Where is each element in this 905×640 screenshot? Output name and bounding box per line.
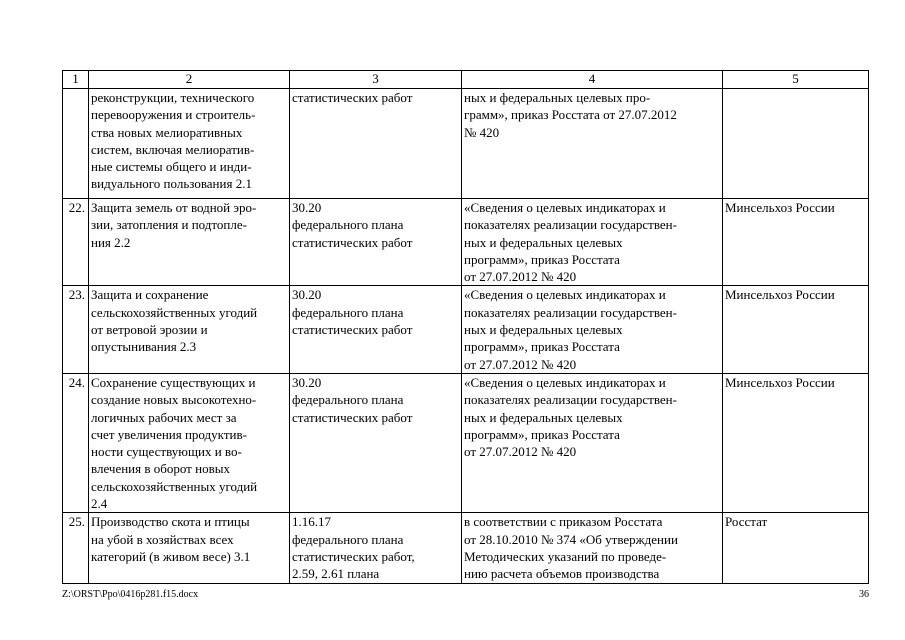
column-header-4: 4 [462,71,723,89]
source-form-cell [462,89,723,199]
source-form-cell [462,286,723,373]
footer-page-number: 36 [859,589,869,600]
indicator-name-cell [89,199,290,286]
cell-text-line: от 28.10.2010 № 374 «Об утверждении [464,531,678,547]
cell-text-line: 30.20 [292,374,322,390]
cell-text-line: программ», приказ Росстата [464,339,620,355]
cell-text-line: Минсельхоз России [725,287,835,303]
responsible-agency-cell [723,513,869,584]
header-row [63,71,869,89]
table-row [63,89,869,199]
cell-text-line: зии, затопления и подтопле- [91,217,247,233]
cell-text-line: грамм», приказ Росстата от 27.07.2012 [464,107,677,123]
cell-text-line: от 27.07.2012 № 420 [464,269,577,285]
cell-text-line: нию расчета объемов производства [464,566,660,582]
cell-text-line: сельскохозяйственных угодий [91,304,258,320]
cell-text-line: «Сведения о целевых индикаторах и [464,374,666,390]
cell-text-line: от 27.07.2012 № 420 [464,444,577,460]
table-row [63,199,869,286]
cell-text-line: ных и федеральных целевых [464,409,623,425]
cell-text-line: программ», приказ Росстата [464,251,620,267]
source-form-cell [462,513,723,584]
source-form-cell [462,199,723,286]
cell-text-line: 30.20 [292,200,322,215]
cell-text-line: от ветровой эрозии и [91,322,208,338]
cell-text-line: счет увеличения продуктив- [91,426,247,442]
row-number-cell: 23. [63,286,89,373]
row-number-cell: 24. [63,373,89,512]
cell-text-line: № 420 [464,124,500,140]
column-header-5: 5 [723,71,869,89]
cell-text-line: ных и федеральных целевых про- [464,90,651,105]
cell-text-line: логичных рабочих мест за [91,409,237,425]
cell-text-line: «Сведения о целевых индикаторах и [464,200,666,215]
table-row [63,373,869,512]
column-header-3: 3 [290,71,462,89]
cell-text-line: от 27.07.2012 № 420 [464,356,577,372]
cell-text-line: ности существующих и во- [91,444,242,460]
cell-text-line: статистических работ [292,409,413,425]
indicator-name-cell [89,373,290,512]
cell-text-line: показателях реализации государствен- [464,304,677,320]
responsible-agency-cell [723,89,869,199]
cell-text-line: видуального пользования 2.1 [91,176,252,192]
cell-text-line: ства новых мелиоративных [91,124,243,140]
work-plan-cell [290,89,462,199]
cell-text-line: опустынивания 2.3 [91,339,197,355]
indicator-name-cell [89,286,290,373]
cell-text-line: Минсельхоз России [725,374,835,390]
document-table [62,70,869,584]
responsible-agency-cell [723,373,869,512]
cell-text-line: федерального плана [292,531,404,547]
responsible-agency-cell [723,199,869,286]
indicator-name-cell [89,513,290,584]
column-header-2: 2 [89,71,290,89]
cell-text-line: ные системы общего и инди- [91,159,252,175]
cell-text-line: влечения в оборот новых [91,461,230,477]
cell-text-line: Методических указаний по проведе- [464,548,667,564]
table-row [63,513,869,584]
cell-text-line: показателях реализации государствен- [464,392,677,408]
cell-text-line: Минсельхоз России [725,200,835,215]
cell-text-line: категорий (в живом весе) 3.1 [91,548,251,564]
cell-text-line: 2.4 [91,496,108,512]
cell-text-line: сельскохозяйственных угодий [91,478,258,494]
row-number-cell: 22. [63,199,89,286]
cell-text-line: Защита земель от водной эро- [91,200,257,215]
row-number-cell: 25. [63,513,89,584]
cell-text-line: статистических работ [292,234,413,250]
cell-text-line: программ», приказ Росстата [464,426,620,442]
indicator-name-cell [89,89,290,199]
work-plan-cell [290,286,462,373]
cell-text-line: статистических работ, [292,548,415,564]
cell-text-line: систем, включая мелиоратив- [91,141,255,157]
cell-text-line: ных и федеральных целевых [464,322,623,338]
column-header-1: 1 [63,71,89,89]
table-row [63,286,869,373]
cell-text-line: Защита и сохранение [91,287,209,303]
cell-text-line: статистических работ [292,322,413,338]
cell-text-line: на убой в хозяйствах всех [91,531,234,547]
cell-text-line: федерального плана [292,304,404,320]
cell-text-line: Сохранение существующих и [91,374,256,390]
cell-text-line: федерального плана [292,217,404,233]
cell-text-line: 1.16.17 [292,514,331,530]
cell-text-line: перевооружения и строитель- [91,107,256,123]
cell-text-line: реконструкции, технического [91,90,255,105]
source-form-cell [462,373,723,512]
cell-text-line: ных и федеральных целевых [464,234,623,250]
cell-text-line: 30.20 [292,287,322,303]
work-plan-cell [290,373,462,512]
cell-text-line: «Сведения о целевых индикаторах и [464,287,666,303]
work-plan-cell [290,199,462,286]
cell-text-line: статистических работ [292,90,413,105]
cell-text-line: в соответствии с приказом Росстата [464,514,663,530]
cell-text-line: Росстат [725,514,768,530]
cell-text-line: 2.59, 2.61 плана [292,566,380,582]
responsible-agency-cell [723,286,869,373]
work-plan-cell [290,513,462,584]
cell-text-line: Производство скота и птицы [91,514,250,530]
row-number-cell [63,89,89,199]
footer-file-path: Z:\ORST\Ppo\0416p281.f15.docx [62,589,199,600]
cell-text-line: ния 2.2 [91,234,131,250]
cell-text-line: создание новых высокотехно- [91,392,257,408]
cell-text-line: федерального плана [292,392,404,408]
cell-text-line: показателях реализации государствен- [464,217,677,233]
